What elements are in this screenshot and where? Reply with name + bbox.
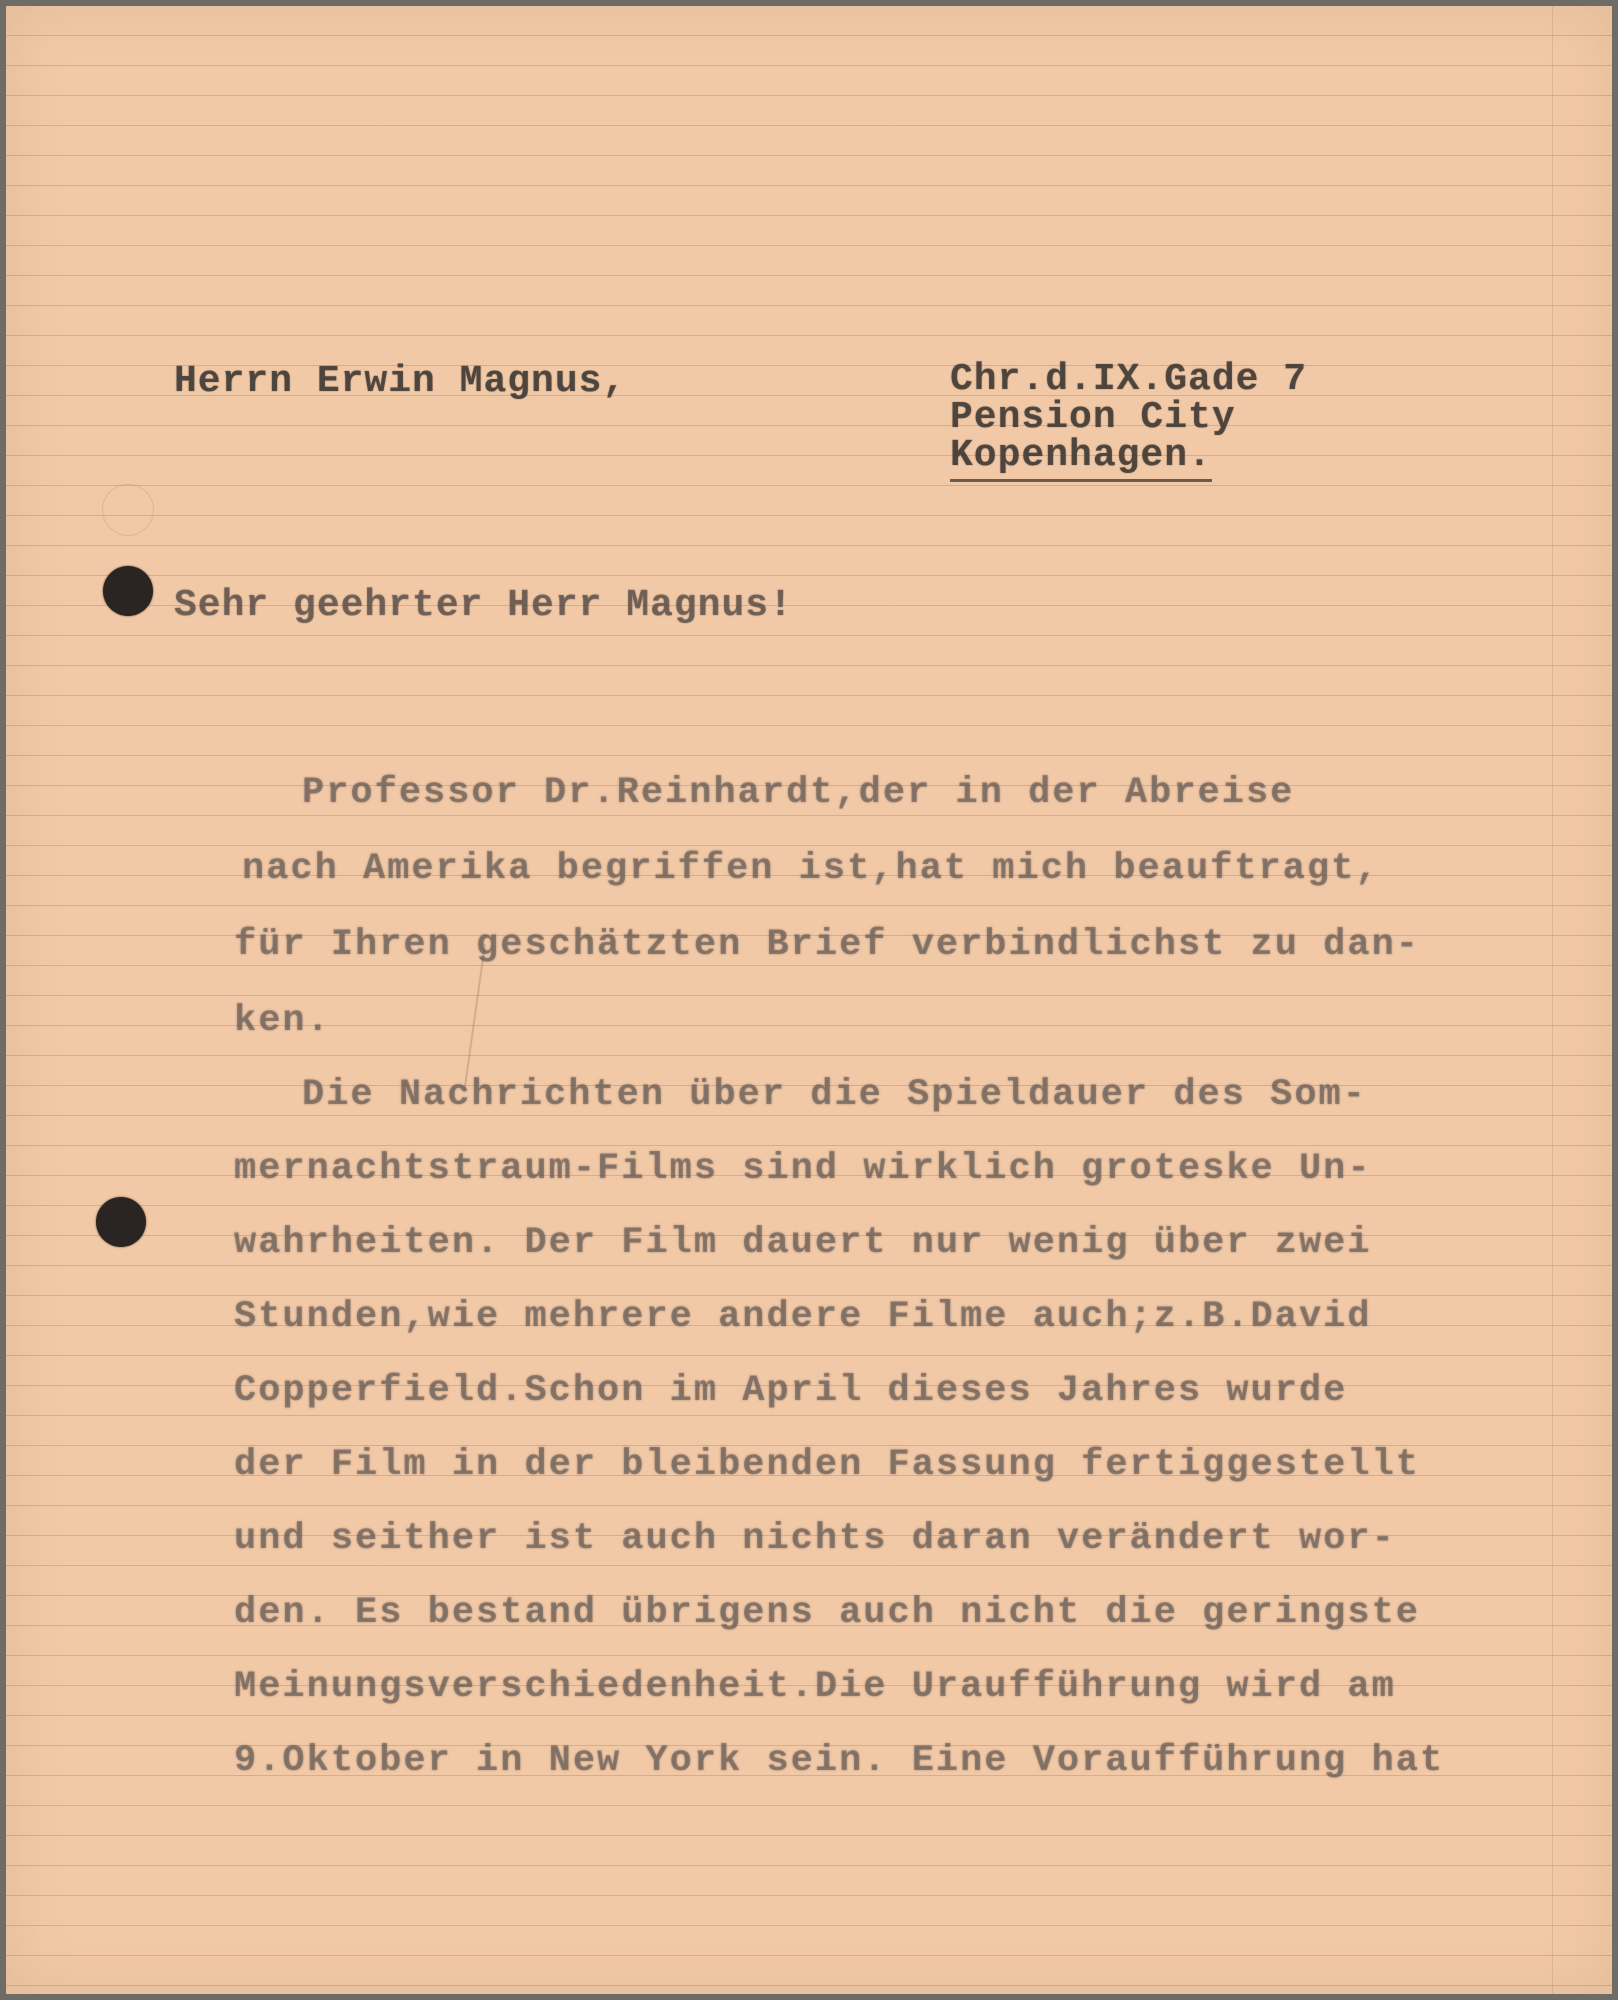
paper-edge-fold <box>1552 6 1553 1994</box>
body-line: Meinungsverschiedenheit.Die Uraufführung wird am <box>234 1666 1396 1708</box>
body-line: ken. <box>234 1000 331 1042</box>
body-line: den. Es bestand übrigens auch nicht die geringste <box>234 1592 1420 1634</box>
punch-hole-ghost-top <box>102 484 154 536</box>
punch-hole-top <box>103 566 153 616</box>
address-city: Kopenhagen. <box>950 434 1212 482</box>
punch-hole-bottom <box>96 1197 146 1247</box>
address-pension: Pension City <box>950 396 1236 439</box>
recipient-name: Herrn Erwin Magnus, <box>174 360 627 403</box>
address-street: Chr.d.IX.Gade 7 <box>950 358 1308 401</box>
body-line: Die Nachrichten über die Spieldauer des Som- <box>302 1074 1367 1116</box>
body-line: und seither ist auch nichts daran verändert wor- <box>234 1518 1396 1560</box>
body-line: Stunden,wie mehrere andere Filme auch;z.B.David <box>234 1296 1372 1338</box>
body-line: 9.Oktober in New York sein. Eine Voraufführung hat <box>234 1740 1445 1782</box>
body-line: mernachtstraum-Films sind wirklich groteske Un- <box>234 1148 1372 1190</box>
body-line: Professor Dr.Reinhardt,der in der Abreise <box>302 772 1295 814</box>
letter-page <box>6 6 1612 1994</box>
body-line: der Film in der bleibenden Fassung fertiggestellt <box>234 1444 1420 1486</box>
paper-crease <box>463 944 486 1093</box>
salutation: Sehr geehrter Herr Magnus! <box>174 584 793 627</box>
body-line: nach Amerika begriffen ist,hat mich beauftragt, <box>242 848 1380 890</box>
body-line: wahrheiten. Der Film dauert nur wenig über zwei <box>234 1222 1372 1264</box>
body-line: Copperfield.Schon im April dieses Jahres wurde <box>234 1370 1348 1412</box>
body-line: für Ihren geschätzten Brief verbindlichst zu dan- <box>234 924 1420 966</box>
